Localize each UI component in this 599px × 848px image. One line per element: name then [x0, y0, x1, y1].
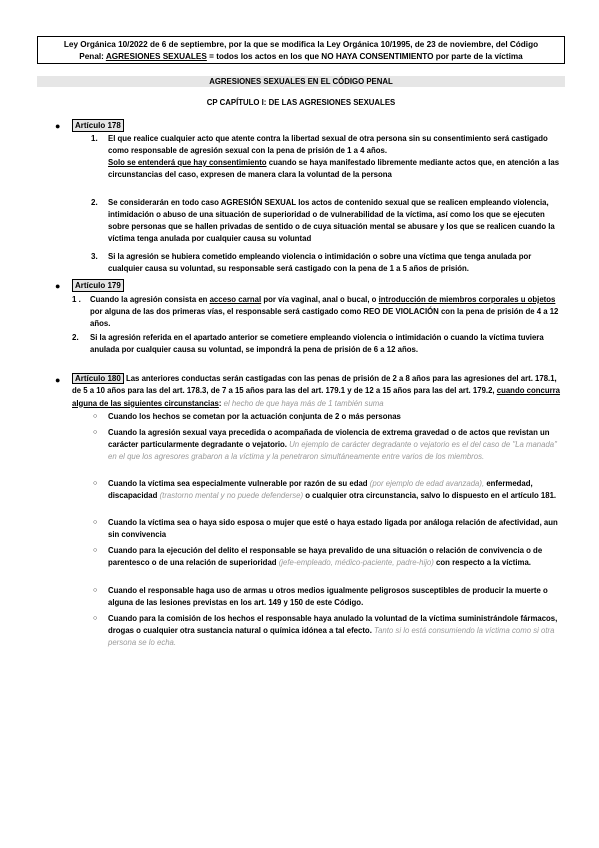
art179-p1-number: 1 .: [72, 295, 81, 304]
carnal-access-term: acceso carnal: [209, 295, 262, 304]
circumstance-tail: o cualquier otra circunstancia, salvo lo dispuesto en el artículo 181.: [303, 490, 557, 500]
circumstance-text: Cuando la agresión sexual vaya precedida o acompañada de violencia de extrema gravedad o de actos que revistan un carácter particularmente degradante o vejatorio.: [108, 428, 550, 449]
circle-bullet-icon: ○: [93, 587, 98, 594]
circumstance-item: Cuando la víctima sea o haya sido esposa o mujer que esté o haya estado ligada por análoga relación de afectividad, aun sin convivencia: [108, 518, 558, 539]
art180-intro-note: el hecho de que haya más de 1 también suma: [221, 398, 384, 408]
art178-p1-number: 1.: [91, 134, 98, 143]
art178-p3-text: Si la agresión se hubiera cometido empleando violencia o intimidación o sobre una víctima que tenga anulada por cualquier causa su voluntad, su responsable será castigado con la pena de 1 a 5 años de prisión.: [108, 252, 532, 273]
objects-introduction-term: introducción de miembros corporales u objetos: [378, 295, 556, 304]
circumstance-item: [108, 427, 565, 463]
bullet-dot-icon: ●: [55, 375, 61, 385]
consent-definition-text: cuando se haya manifestado libremente mediante actos que, en atención a las circunstancias del caso, expresen de manera clara la voluntad de la persona: [108, 157, 560, 179]
circumstance-tail: con respecto a la víctima.: [433, 557, 531, 567]
circumstance-item: Cuando el responsable haga uso de armas u otros medios igualmente peligrosos susceptibles de producir la muerte o alguna de las lesiones previstas en los art. 149 y 150 de este Código.: [108, 586, 548, 607]
art180-intro: [72, 373, 565, 410]
circle-bullet-icon: ○: [93, 519, 98, 526]
consent-definition-term: Solo se entenderá que hay consentimiento: [108, 157, 267, 167]
circumstance-note: (trastorno mental y no puede defenderse): [157, 490, 304, 500]
circle-bullet-icon: ○: [93, 615, 98, 622]
header-line-2-post: = todos los actos en los que NO HAYA CONSENTIMIENTO por parte de la víctima: [206, 51, 523, 61]
bullet-dot-icon: ●: [55, 281, 61, 291]
bullet-dot-icon: ●: [55, 121, 61, 131]
art178-p1-text: [108, 133, 565, 181]
chapter-title: CP CAPÍTULO I: DE LAS AGRESIONES SEXUALES: [206, 98, 396, 107]
header-highlight-term: AGRESIONES SEXUALES: [105, 51, 207, 61]
circumstance-note: Un ejemplo de carácter degradante o vejatorio es el del caso de "La manada" en el que los agresores grabaron a la víctima y la penetraron simultáneamente entre varios de los miembros.: [108, 439, 557, 461]
circumstance-note: (jefe-empleado, médico-paciente, padre-hijo): [276, 557, 434, 567]
circumstance-tail: enfermedad, discapacidad: [108, 479, 533, 500]
circumstance-text: Cuando la víctima sea especialmente vulnerable por razón de su edad: [108, 479, 368, 488]
circumstance-item: [108, 478, 565, 502]
circumstance-item: [108, 613, 565, 649]
circumstance-text: Cuando para la comisión de los hechos el responsable haya anulado la voluntad de la víctima suministrándole fármacos, drogas o cualquier otra sustancia natural o química idónea a tal efecto.: [108, 614, 558, 635]
header-line-2: [41, 51, 561, 63]
art179-p1-c: por alguna de las dos primeras vías, el responsable será castigado como REO DE VIOLACIÓN con la pena de prisión de 4 a 12 años.: [90, 306, 559, 328]
art179-p2-number: 2.: [72, 333, 79, 342]
art178-p3-number: 3.: [91, 252, 98, 261]
circle-bullet-icon: ○: [93, 480, 98, 487]
header-line-1: Ley Orgánica 10/2022 de 6 de septiembre, por la que se modifica la Ley Orgánica 10/1995, de 23 de noviembre, del Código: [63, 40, 539, 49]
art179-p1-a: Cuando la agresión consista en: [90, 295, 210, 304]
circumstance-note: Tanto si lo está consumiendo la víctima como si otra persona se lo echa.: [108, 625, 555, 647]
article-180-label: Artículo 180: [72, 373, 124, 384]
circumstance-item: Cuando los hechos se cometan por la actuación conjunta de 2 o más personas: [108, 412, 401, 421]
art179-p1-b: por vía vaginal, anal o bucal, o: [261, 295, 379, 304]
art178-p2-number: 2.: [91, 198, 98, 207]
art178-p2-text: Se considerarán en todo caso AGRESIÓN SEXUAL los actos de contenido sexual que se realicen empleando violencia, intimidación o abuso de una situación de superioridad o de vulnerabilidad de la víctima, así como los que se ejecuten sobre personas que se hallen privadas de sentido o de cuya situación mental se abusare y los que se realicen cuando la víctima tenga anulada por cualquier causa su voluntad: [108, 198, 555, 243]
circumstance-item: [108, 545, 565, 569]
circumstances-term: cuando concurra alguna de las siguientes circunstancias: [72, 386, 561, 408]
art179-p2-text: Si la agresión referida en el apartado anterior se cometiere empleando violencia o intimidación o cuando la víctima tuviera anulada por cualquier causa su voluntad, se impondrá la pena de prisión de 6 a 12 años.: [90, 333, 544, 354]
article-179-label: Artículo 179: [72, 279, 124, 292]
law-header-box: [37, 36, 565, 64]
circle-bullet-icon: ○: [93, 413, 98, 420]
art180-intro-end: :: [218, 398, 222, 408]
circle-bullet-icon: ○: [93, 547, 98, 554]
circumstance-note: (por ejemplo de edad avanzada),: [367, 479, 485, 488]
section-title: AGRESIONES SEXUALES EN EL CÓDIGO PENAL: [209, 77, 393, 86]
circle-bullet-icon: ○: [93, 429, 98, 436]
art180-intro-text: Las anteriores conductas serán castigadas con las penas de prisión de 2 a 8 años para las agresiones del art. 178.1, de 5 a 10 años para las del art. 178.3, de 7 a 15 años para las del art. 179.1 y de 12 a 15 años para las del art. 179.2,: [72, 374, 557, 396]
art178-p1-body: El que realice cualquier acto que atente contra la libertad sexual de otra persona sin su consentimiento será castigado como responsable de agresión sexual con la pena de prisión de 1 a 4 años.: [108, 134, 548, 155]
header-line-2-pre: Penal:: [79, 51, 106, 61]
circumstance-text: Cuando para la ejecución del delito el responsable se haya prevalido de una situación o relación de convivencia o de parentesco o de una relación de superioridad: [108, 546, 543, 567]
article-178-label: Artículo 178: [72, 119, 124, 132]
art179-p1-text: [90, 294, 565, 330]
